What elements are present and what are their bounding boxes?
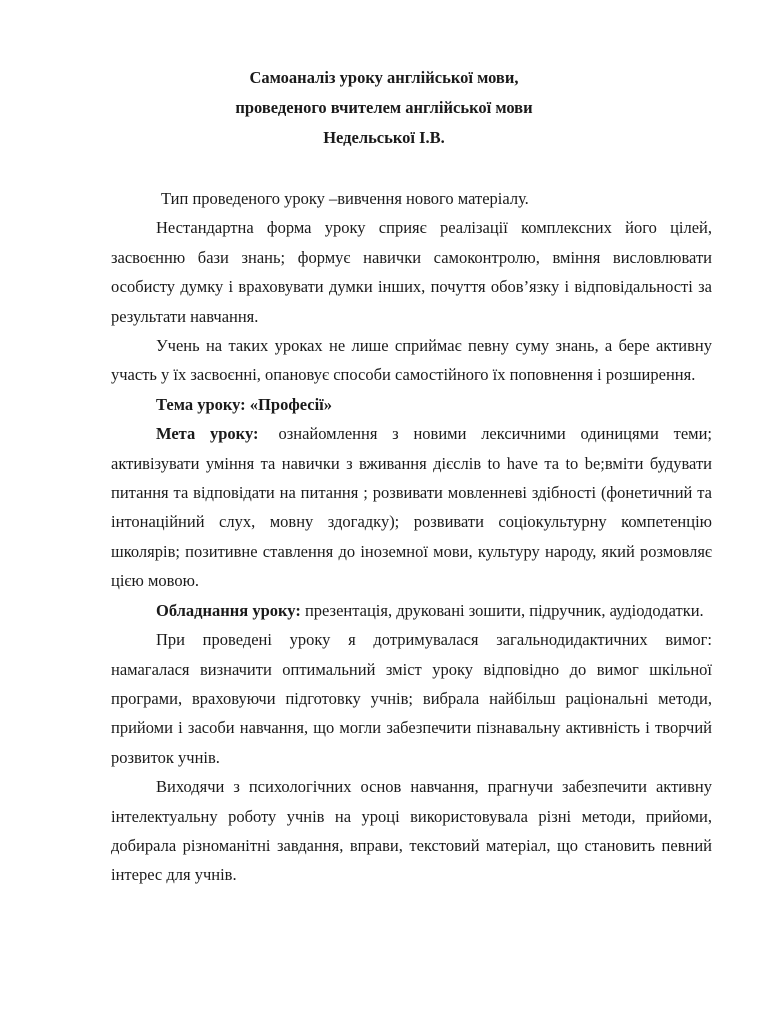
paragraph-lesson-goal: [111, 419, 712, 595]
paragraph-nonstandard-form: Нестандартна форма уроку сприяє реалізації комплексних його цілей, засвоєнню бази знань; формує навички самоконтролю, вміння висловлювати особисту думку і враховувати думки інших, почуття обов’язку і відповідальності за результати навчання.: [111, 218, 712, 326]
paragraph-psychological-basis: Виходячи з психологічних основ навчання, прагнучи забезпечити активну інтелектуальну роботу учнів на уроці використовувала різні методи, прийоми, добирала різноманітні завдання, вправи, текстовий матеріал, що становить певний інтерес для учнів.: [111, 777, 712, 885]
paragraph-student-role: Учень на таких уроках не лише сприймає певну суму знань, а бере активну участь у їх засвоєнні, опановує способи самостійного їх поповнення і розширення.: [111, 336, 712, 385]
document-body: [111, 184, 712, 890]
document-title-line-3: Недельської І.В.: [323, 128, 445, 147]
lesson-equipment-text: презентація, друковані зошити, підручник, аудіододатки.: [304, 600, 704, 620]
paragraph-didactic-requirements: При проведені уроку я дотримувалася загальнодидактичних вимог: намагалася визначити оптимальний зміст уроку відповідно до вимог шкільної програми, враховуючи підготовку учнів; вибрала найбільш раціональні методи, прийоми і засоби навчання, що могли забезпечити пізнавальну активність і творчий розвиток учнів.: [111, 630, 712, 767]
lesson-equipment-label: Обладнання уроку:: [156, 600, 301, 620]
lesson-goal-label: Мета уроку:: [156, 424, 259, 444]
paragraph-lesson-topic: [111, 390, 712, 419]
paragraph-lesson-type: Тип проведеного уроку –вивчення нового матеріалу.: [161, 189, 529, 208]
paragraph-lesson-equipment: [111, 596, 712, 625]
lesson-goal-text: ознайомлення з новими лексичними одиницями теми; активізувати уміння та навички з вживання дієслів to have та to be;вміти будувати питання та відповідати на питання ; розвивати мовленневі здібності (фонетичний та інтонаційний слух, мовну здогадку); розвивати соціокультурну компетенцію школярів; позитивне ставлення до іноземної мови, культуру народу, який розмовляє цією мовою.: [111, 424, 712, 591]
document-title-line-1: Самоаналіз уроку англійської мови,: [249, 68, 519, 87]
document-title-line-2: проведеного вчителем англійської мови: [235, 98, 533, 117]
lesson-topic: Тема уроку: «Професії»: [156, 394, 332, 414]
